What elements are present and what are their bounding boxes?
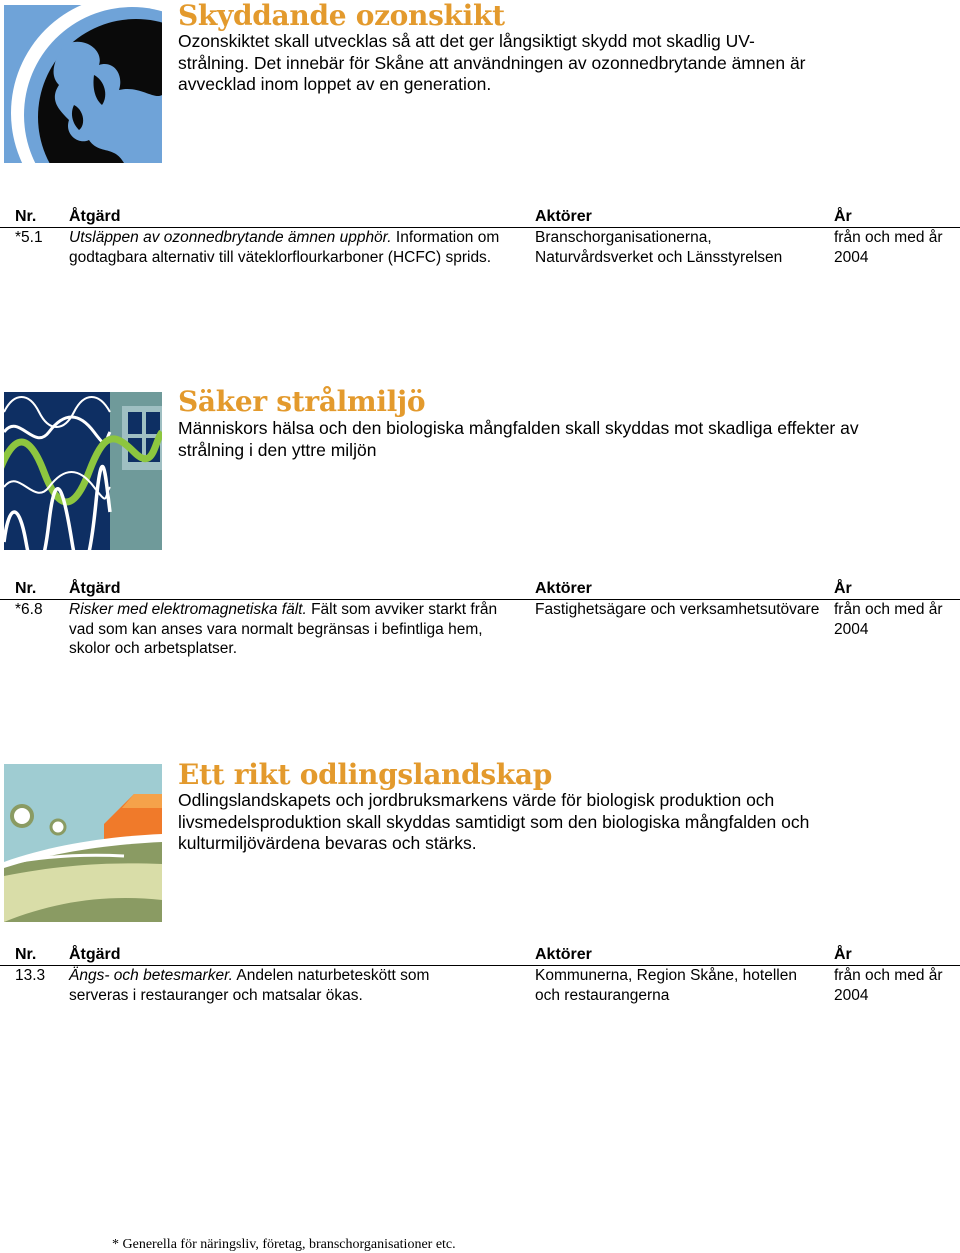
header-atgard: Åtgärd: [69, 208, 121, 225]
header-atgard: Åtgärd: [69, 580, 121, 597]
row-nr: 13.3: [15, 967, 46, 984]
row-action-title: Risker med elektromagnetiska fält.: [69, 601, 307, 618]
header-aktorer: Aktörer: [535, 946, 592, 963]
farmland-icon: [4, 764, 162, 922]
row-actors: Branschorganisationerna, Naturvårdsverket och Länsstyrelsen: [535, 229, 783, 266]
section-goal: Människors hälsa och den biologiska mångfalden skall skyddas mot skadliga effekter av strålning i den yttre miljön: [178, 418, 859, 460]
measures-table: [0, 579, 960, 657]
row-nr: *6.8: [15, 601, 43, 618]
table-header: [0, 945, 960, 966]
globe-icon: [4, 5, 162, 163]
footnote: * Generella för näringsliv, företag, branschorganisationer etc.: [112, 1237, 456, 1252]
header-ar: År: [834, 580, 852, 597]
section-goal: Odlingslandskapets och jordbruksmarkens värde för biologisk produktion och livsmedelsproduktion skall skyddas samtidigt som den biologiska mångfalden och kulturmiljövärdena bevaras och stärks.: [178, 790, 810, 853]
measures-table: [0, 945, 960, 1004]
header-atgard: Åtgärd: [69, 946, 121, 963]
row-action-text: Andelen naturbeteskött som serveras i restauranger och matsalar ökas.: [69, 967, 430, 1004]
header-nr: Nr.: [15, 208, 37, 225]
row-actors: Kommunerna, Region Skåne, hotellen och restaurangerna: [535, 967, 797, 1004]
row-action-text: Fält som avviker starkt från vad som kan anses vara normalt begränsas i befintliga hem, skolor och arbetsplatser.: [69, 601, 498, 657]
radiation-waves-icon: [4, 392, 162, 550]
table-header: [0, 579, 960, 600]
header-aktorer: Aktörer: [535, 208, 592, 225]
row-action-text: Information om godtagbara alternativ till väteklorflourkarboner (HCFC) sprids.: [69, 229, 500, 266]
section-title: Säker strålmiljö: [178, 385, 426, 418]
row-year: från och med år 2004: [834, 601, 943, 638]
section-goal: Ozonskiktet skall utvecklas så att det ger långsiktigt skydd mot skadlig UV-strålning. Det innebär för Skåne att användningen av ozonnedbrytande ämnen är avvecklad inom loppet av en generation.: [178, 31, 806, 94]
row-action: [69, 966, 469, 1005]
section-title: Skyddande ozonskikt: [178, 0, 505, 32]
row-action-title: Utsläppen av ozonnedbrytande ämnen upphör.: [69, 229, 392, 246]
header-nr: Nr.: [15, 946, 37, 963]
header-nr: Nr.: [15, 580, 37, 597]
row-year: från och med år 2004: [834, 967, 943, 1004]
row-action: [69, 228, 514, 267]
section-title: Ett rikt odlingslandskap: [178, 758, 553, 791]
row-year: från och med år 2004: [834, 229, 943, 266]
row-actors: Fastighetsägare och verksamhetsutövare: [535, 601, 820, 618]
row-action-title: Ängs- och betesmarker.: [69, 967, 233, 984]
header-ar: År: [834, 946, 852, 963]
header-aktorer: Aktörer: [535, 580, 592, 597]
header-ar: År: [834, 208, 852, 225]
row-action: [69, 600, 514, 659]
table-header: [0, 207, 960, 228]
measures-table: [0, 207, 960, 266]
row-nr: *5.1: [15, 229, 43, 246]
